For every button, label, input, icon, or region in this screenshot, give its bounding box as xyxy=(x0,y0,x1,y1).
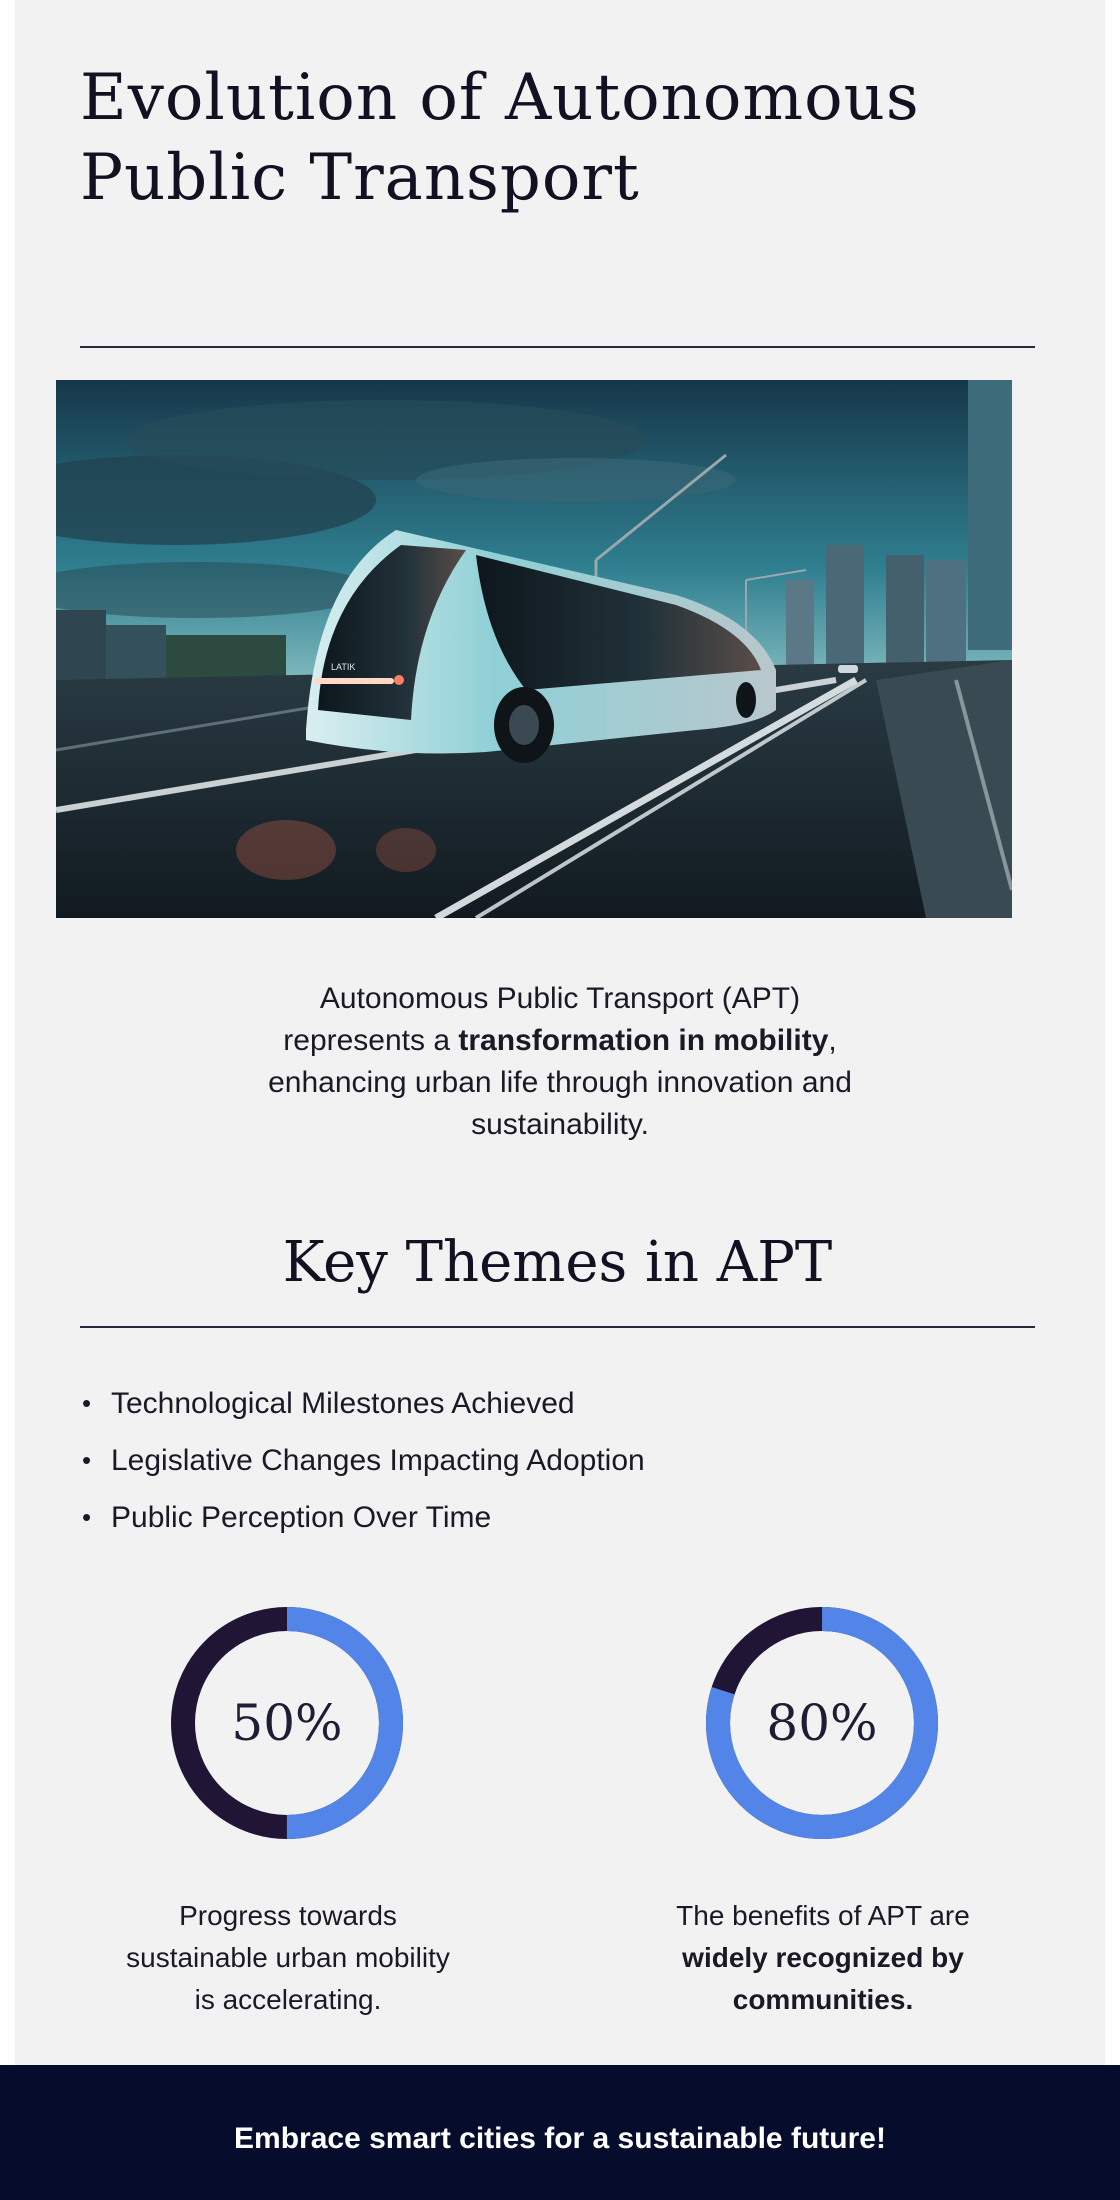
footer-banner xyxy=(0,2065,1120,2200)
stat-caption-2 xyxy=(613,1895,1033,2021)
page-title xyxy=(80,58,1040,218)
list-item xyxy=(80,1432,645,1489)
caption-line: The benefits of APT are xyxy=(676,1900,970,1931)
list-item xyxy=(80,1489,645,1546)
themes-list xyxy=(80,1375,645,1546)
intro-line-2-pre: represents a xyxy=(283,1024,459,1057)
bullet-icon: • xyxy=(82,1445,92,1475)
section-divider xyxy=(80,1326,1035,1328)
title-divider xyxy=(80,346,1035,348)
list-item xyxy=(80,1375,645,1432)
theme-label: Legislative Changes Impacting Adoption xyxy=(111,1444,645,1477)
donut-value-label: 80% xyxy=(766,1694,878,1752)
donut-chart-80 xyxy=(702,1603,942,1843)
caption-line: Progress towards xyxy=(179,1900,397,1931)
stat-caption-1 xyxy=(78,1895,498,2021)
theme-label: Technological Milestones Achieved xyxy=(111,1387,575,1420)
theme-label: Public Perception Over Time xyxy=(111,1501,492,1534)
caption-line-bold: communities. xyxy=(732,1984,914,2015)
caption-line: sustainable urban mobility xyxy=(126,1942,450,1973)
donut-value-label: 50% xyxy=(231,1694,343,1752)
donut-chart-50 xyxy=(167,1603,407,1843)
caption-line-bold: widely recognized by xyxy=(682,1942,964,1973)
bus-badge: LATIK xyxy=(331,662,356,672)
intro-line-1: Autonomous Public Transport (APT) xyxy=(319,982,801,1015)
intro-line-2-post: , xyxy=(828,1024,837,1057)
section-heading-key-themes: Key Themes in APT xyxy=(282,1230,833,1295)
title-line-2: Public Transport xyxy=(80,141,640,215)
bullet-icon: • xyxy=(82,1388,92,1418)
footer-tagline: Embrace smart cities for a sustainable future! xyxy=(234,2121,886,2155)
hero-image-autonomous-bus xyxy=(56,380,1012,918)
intro-highlight: transformation in mobility xyxy=(458,1024,829,1057)
intro-paragraph xyxy=(160,978,960,1146)
title-line-1: Evolution of Autonomous xyxy=(80,61,920,135)
intro-line-4: sustainability. xyxy=(471,1108,649,1141)
intro-line-3: enhancing urban life through innovation and xyxy=(268,1066,852,1099)
bullet-icon: • xyxy=(82,1502,92,1532)
caption-line: is accelerating. xyxy=(194,1984,382,2015)
